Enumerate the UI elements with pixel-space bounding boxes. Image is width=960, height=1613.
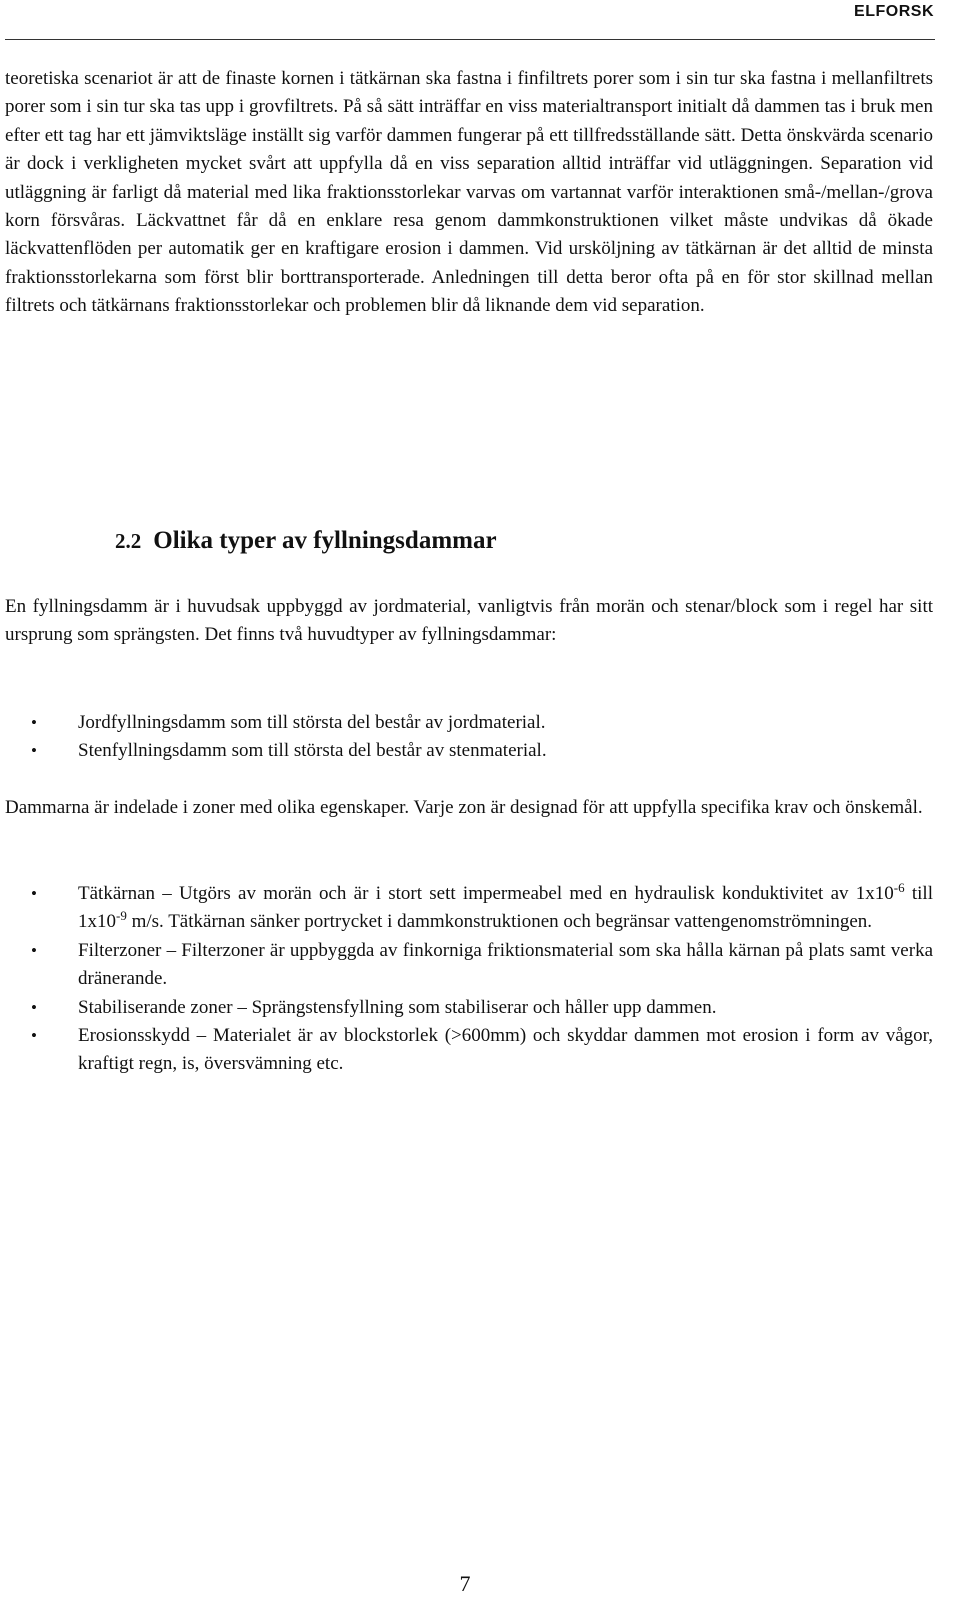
bullet-icon: • — [31, 884, 37, 903]
list-item-text: Erosionsskydd – Materialet är av blockstorlek (>600mm) och skyddar dammen mot erosion i form av vågor, kraftigt regn, is, översvämning etc. — [78, 1025, 933, 1075]
list-item-text: Stabiliserande zoner – Sprängstensfyllning som stabiliserar och håller upp dammen. — [78, 996, 717, 1018]
list-item — [5, 709, 933, 737]
section-heading — [115, 527, 497, 555]
core-text-after: m/s. Tätkärnan sänker portrycket i dammkonstruktionen och begränsar vattengenomströmningen. — [126, 911, 873, 933]
bullet-icon: • — [31, 1026, 37, 1046]
bullet-icon: • — [31, 940, 37, 960]
zones-list — [5, 880, 933, 1079]
list-item-filter — [5, 937, 933, 994]
page-content — [5, 65, 933, 1075]
bullet-icon: • — [31, 713, 37, 732]
list-item-stabilizing — [5, 994, 933, 1022]
bullet-icon: • — [31, 741, 37, 761]
exponent-1: -6 — [893, 880, 905, 895]
list-item — [5, 737, 933, 765]
exponent-2: -9 — [116, 908, 127, 924]
list-item-text: Stenfyllningsdamm som till största del består av stenmaterial. — [78, 740, 547, 762]
header-brand: ELFORSK — [854, 3, 934, 20]
page-header — [0, 0, 960, 44]
dam-types-list — [5, 709, 933, 766]
intro-paragraph: teoretiska scenariot är att de finaste kornen i tätkärnan ska fastna i finfiltrets porer som i sin tur ska fastna i mellanfiltrets porer som i sin tur ska tas upp i grovfiltrets. På så sätt inträffar en viss materialtransport initialt då dammen tas i bruk men efter ett tag har ett jämviktsläge inställt sig varför dammen fungerar på ett tillfredsställande sätt. Detta önskvärda scenario är dock i verkligheten mycket svårt att uppfylla då en viss separation alltid inträffar vid utläggningen. Separation vid utläggning är farligt då material med lika fraktionsstorlekar varvas om vartannat varför interaktionen små-/mellan-/grova korn försvåras. Läckvattnet får då en enklare resa genom dammkonstruktionen vilket måste undvikas då ökade läckvattenflöden per automatik ger en kraftigare erosion i dammen. Vid ursköljning av tätkärnan är det alltid de minsta fraktionsstorlekarna som först blir borttransporterade. Anledningen till detta beror ofta på en för stor skillnad mellan filtrets och tätkärnans fraktionsstorlekar och problemen blir då liknande dem vid separation. — [5, 68, 933, 317]
list-item-text: Jordfyllningsdamm som till största del består av jordmaterial. — [78, 712, 546, 733]
core-text-mid: till 1x10 — [78, 883, 933, 933]
section-paragraph: En fyllningsdamm är i huvudsak uppbyggd av jordmaterial, vanligtvis från morän och stenar/block som i regel har sitt ursprung som sprängsten. Det finns två huvudtyper av fyllningsdammar: — [5, 596, 933, 646]
page-number: 7 — [459, 1571, 471, 1596]
header-rule — [5, 39, 935, 40]
section-number: 2.2 — [115, 529, 142, 553]
section-title: Olika typer av fyllningsdammar — [153, 527, 497, 554]
core-text-before: Tätkärnan – Utgörs av morän och är i stort sett impermeabel med en hydraulisk konduktivitet av 1x10 — [78, 883, 894, 904]
list-item-text: Filterzoner – Filterzoner är uppbyggda av finkorniga friktionsmaterial som ska hålla kärnan på plats samt verka dränerande. — [78, 939, 933, 990]
bullet-icon: • — [31, 997, 37, 1017]
list-item-erosion — [5, 1022, 933, 1079]
list-item-core — [5, 880, 933, 937]
zones-paragraph: Dammarna är indelade i zoner med olika egenskaper. Varje zon är designad för att uppfylla specifika krav och önskemål. — [5, 797, 923, 818]
